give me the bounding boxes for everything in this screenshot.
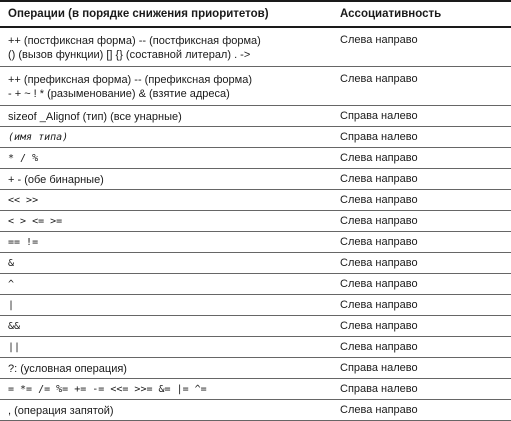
associativity-cell: Справа налево [340, 362, 418, 374]
operation-line: << >> [8, 195, 39, 206]
associativity-cell: Слева направо [340, 341, 418, 353]
associativity-cell: Слева направо [340, 194, 418, 206]
associativity-cell: Слева направо [340, 257, 418, 269]
operation-line: == != [8, 237, 39, 248]
table-row [0, 190, 511, 211]
associativity-cell: Слева направо [340, 404, 418, 416]
operations-cell [0, 232, 330, 252]
operation-line: || [8, 342, 21, 353]
operations-cell [0, 211, 330, 231]
operations-cell [0, 127, 330, 147]
operations-cell [0, 337, 330, 357]
table-row [0, 169, 511, 190]
operations-cell [0, 67, 330, 105]
operations-cell [0, 148, 330, 168]
table-row [0, 337, 511, 358]
operations-cell [0, 316, 330, 336]
table-row [0, 358, 511, 379]
table-row [0, 295, 511, 316]
table-row [0, 127, 511, 148]
operation-line: ^ [8, 279, 15, 290]
operation-line: & [8, 258, 15, 269]
operations-cell [0, 169, 330, 189]
operations-cell [0, 253, 330, 273]
associativity-cell: Справа налево [340, 383, 418, 395]
table-row [0, 274, 511, 295]
table-row [0, 316, 511, 337]
table-row [0, 67, 511, 106]
operation-line: | [8, 300, 15, 311]
associativity-cell: Слева направо [340, 278, 418, 290]
associativity-cell: Слева направо [340, 173, 418, 185]
operation-line: sizeof _Alignof (тип) (все унарные) [8, 111, 182, 123]
table-row [0, 400, 511, 421]
header-associativity: Ассоциативность [340, 8, 442, 20]
operation-line: ++ (префиксная форма) -- (префиксная форма) [8, 74, 252, 86]
table-row [0, 232, 511, 253]
operation-line: ?: (условная операция) [8, 363, 127, 375]
operations-cell [0, 274, 330, 294]
operation-line: && [8, 321, 21, 332]
operations-cell [0, 358, 330, 378]
table-row [0, 211, 511, 232]
associativity-cell: Справа налево [340, 110, 418, 122]
operations-cell [0, 379, 330, 399]
operation-line: - + ~ ! * (разыменование) & (взятие адреса) [8, 88, 230, 100]
associativity-cell: Слева направо [340, 34, 418, 46]
operations-cell [0, 400, 330, 420]
operation-line: , (операция запятой) [8, 405, 114, 417]
operation-line: ++ (постфиксная форма) -- (постфиксная форма) [8, 35, 261, 47]
table-row [0, 253, 511, 274]
table-row [0, 379, 511, 400]
associativity-cell: Справа налево [340, 131, 418, 143]
operation-line: * / % [8, 153, 39, 164]
table-row [0, 106, 511, 127]
associativity-cell: Слева направо [340, 73, 418, 85]
operations-cell [0, 28, 330, 66]
table-header [0, 0, 511, 28]
operations-cell [0, 295, 330, 315]
operation-line: (имя типа) [8, 132, 69, 143]
associativity-cell: Слева направо [340, 299, 418, 311]
associativity-cell: Слева направо [340, 152, 418, 164]
operation-line: < > <= >= [8, 216, 63, 227]
operations-cell [0, 106, 330, 126]
operations-cell [0, 190, 330, 210]
associativity-cell: Слева направо [340, 320, 418, 332]
table-row [0, 148, 511, 169]
associativity-cell: Слева направо [340, 236, 418, 248]
header-operations: Операции (в порядке снижения приоритетов) [8, 8, 269, 20]
operation-line: + - (обе бинарные) [8, 174, 104, 186]
associativity-cell: Слева направо [340, 215, 418, 227]
operation-line: () (вызов функции) [] {} (составной литерал) . -> [8, 49, 251, 61]
operation-line: = *= /= %= += -= <<= >>= &= |= ^= [8, 384, 207, 395]
table-row [0, 28, 511, 67]
